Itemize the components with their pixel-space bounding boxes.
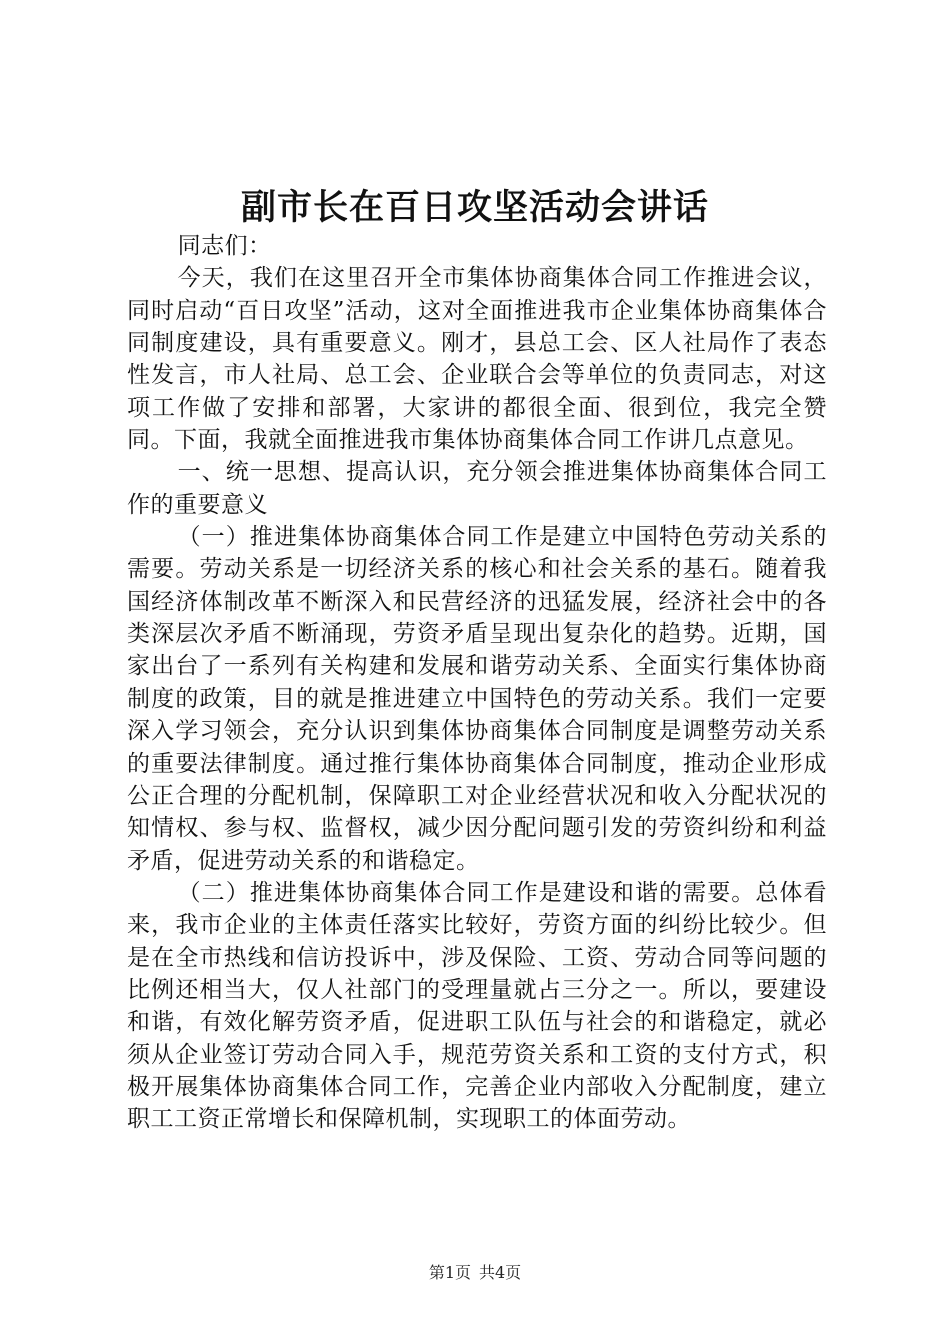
subsection-paragraph-2: （二）推进集体协商集体合同工作是建设和谐的需要。总体看来，我市企业的主体责任落实比较好，劳资方面的纠纷比较少。但是在全市热线和信访投诉中，涉及保险、工资、劳动合同等问题的比例还相当大，仅人社部门的受理量就占三分之一。所以，要建设和谐，有效化解劳资矛盾，促进职工队伍与社会的和谐稳定，就必须从企业签订劳动合同入手，规范劳资关系和工资的支付方式，积极开展集体协商集体合同工作，完善企业内部收入分配制度，建立职工工资正常增长和保障机制，实现职工的体面劳动。 <box>127 879 827 1133</box>
page-total: 共4页 <box>479 1263 522 1282</box>
intro-paragraph: 今天，我们在这里召开全市集体协商集体合同工作推进会议，同时启动“百日攻坚”活动，这对全面推进我市企业集体协商集体合同制度建设，具有重要意义。刚才，县总工会、区人社局作了表态性发言，市人社局、总工会、企业联合会等单位的负责同志，对这项工作做了安排和部署，大家讲的都很全面、很到位，我完全赞同。下面，我就全面推进我市集体协商集体合同工作讲几点意见。 <box>127 265 827 454</box>
document-title: 副市长在百日攻坚活动会讲话 <box>240 187 709 228</box>
section-heading-1: 一、统一思想、提高认识，充分领会推进集体协商集体合同工作的重要意义 <box>127 459 827 518</box>
subsection-paragraph-1: （一）推进集体协商集体合同工作是建立中国特色劳动关系的需要。劳动关系是一切经济关系的核心和社会关系的基石。随着我国经济体制改革不断深入和民营经济的迅猛发展，经济社会中的各类深层次矛盾不断涌现，劳资矛盾呈现出复杂化的趋势。近期，国家出台了一系列有关构建和发展和谐劳动关系、全面实行集体协商制度的政策，目的就是推进建立中国特色的劳动关系。我们一定要深入学习领会，充分认识到集体协商集体合同制度是调整劳动关系的重要法律制度。通过推行集体协商集体合同制度，推动企业形成公正合理的分配机制，保障职工对企业经营状况和收入分配状况的知情权、参与权、监督权，减少因分配问题引发的劳资纠纷和利益矛盾，促进劳动关系的和谐稳定。 <box>127 524 827 874</box>
document-body <box>127 230 827 1136</box>
page-footer <box>0 1262 950 1284</box>
salutation-paragraph: 同志们： <box>177 233 272 259</box>
page-number: 第1页 <box>428 1263 471 1282</box>
